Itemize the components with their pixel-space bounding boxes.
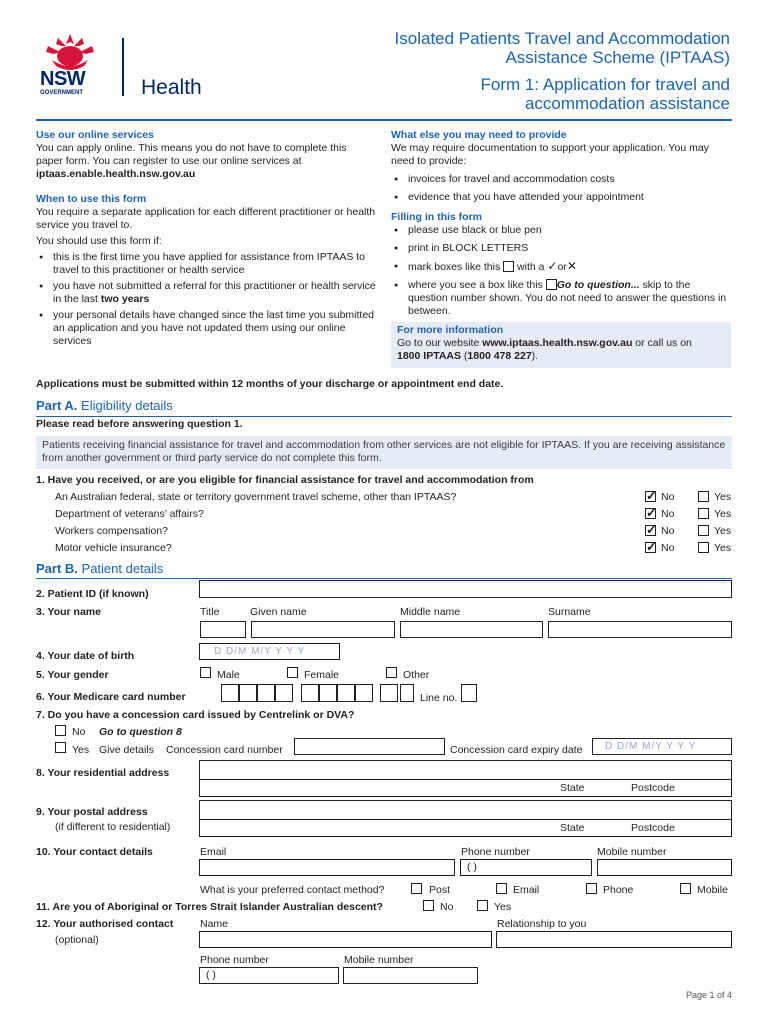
email-input[interactable] xyxy=(199,859,455,876)
atsi-yes-checkbox[interactable] xyxy=(477,900,488,911)
scheme-title xyxy=(395,29,730,67)
q1-1-yes-label: Yes xyxy=(714,491,732,503)
medicare-digit[interactable] xyxy=(400,684,414,702)
fill-b3b: with a xyxy=(517,261,545,273)
name-surname-label: Surname xyxy=(548,606,591,618)
online-heading: Use our online services xyxy=(36,129,154,141)
concession-no-checkbox[interactable] xyxy=(55,725,66,736)
phone-input[interactable] xyxy=(460,859,592,876)
gender-male-checkbox[interactable] xyxy=(200,667,211,678)
pref-email-checkbox[interactable] xyxy=(496,883,507,894)
more-text2: or call us on xyxy=(632,337,692,349)
q2-label: 2. Patient ID (if known) xyxy=(36,588,149,600)
gender-other-checkbox[interactable] xyxy=(386,667,397,678)
email-label: Email xyxy=(200,846,227,858)
line-no-input[interactable] xyxy=(461,684,477,702)
else-bullets xyxy=(391,173,731,204)
else-bullet-2: ● evidence that you have attended your appointment xyxy=(391,191,731,204)
part-a-info-text: Patients receiving financial assistance for travel and accommodation from other services are not eligible for IPTAAS. If you are receiving assistance from another government or third party service do not complete this form. xyxy=(42,439,726,464)
when-bullets xyxy=(36,251,376,348)
fill-bullet-3 xyxy=(391,260,731,274)
medicare-digit[interactable] xyxy=(319,684,337,702)
medicare-digit[interactable] xyxy=(275,684,293,702)
q12-sub: (optional) xyxy=(55,934,99,946)
concession-expiry-input[interactable] xyxy=(592,738,732,755)
more-phone: 1800 IPTAAS xyxy=(397,350,461,362)
scheme-title-line2: Assistance Scheme (IPTAAS) xyxy=(505,48,730,67)
more-info-box xyxy=(391,322,731,368)
contact-phone-input[interactable] xyxy=(199,967,339,984)
patient-id-input[interactable] xyxy=(199,580,732,598)
part-b-rule xyxy=(36,578,732,579)
post-postcode-label: Postcode xyxy=(631,822,675,834)
two-years: two years xyxy=(100,293,150,305)
when-text1: You require a separate application for each different practitioner or health service you travel to. xyxy=(36,206,376,231)
fill-bullet-2: ● print in BLOCK LETTERS xyxy=(391,242,731,255)
q1-4-yes-label: Yes xyxy=(714,542,732,554)
q10-label: 10. Your contact details xyxy=(36,846,153,858)
part-a-note: Please read before answering question 1. xyxy=(36,418,243,430)
given-name-input[interactable] xyxy=(251,621,395,638)
online-url[interactable]: iptaas.enable.health.nsw.gov.au xyxy=(36,168,196,180)
fill-bullet-1: ● please use black or blue pen xyxy=(391,224,731,237)
q8-label: 8. Your residential address xyxy=(36,767,170,779)
tick-icon: ✓ xyxy=(547,259,558,273)
middle-name-input[interactable] xyxy=(400,621,543,638)
deadline-note: Applications must be submitted within 12 months of your discharge or appointment end date. xyxy=(36,378,504,390)
q11-label: 11. Are you of Aboriginal or Torres Strait Islander Australian descent? xyxy=(36,901,383,913)
part-a-rule xyxy=(36,416,732,417)
name-given-label: Given name xyxy=(250,606,307,618)
q7-label: 7. Do you have a concession card issued by Centrelink or DVA? xyxy=(36,709,355,721)
form-title-line1: Form 1: Application for travel and xyxy=(480,75,730,94)
part-a-info xyxy=(36,436,732,469)
when-bullet-2 xyxy=(36,280,376,306)
fill-b4b: Go to question... xyxy=(556,279,640,291)
fill-b3a: mark boxes like this xyxy=(408,261,501,273)
contact-phone-label: Phone number xyxy=(200,954,269,966)
health-label: Health xyxy=(141,76,202,99)
concession-yes-checkbox[interactable] xyxy=(55,742,66,753)
post-state-label: State xyxy=(560,822,585,834)
q5-label: 5. Your gender xyxy=(36,669,109,681)
medicare-digit[interactable] xyxy=(221,684,239,702)
medicare-digit[interactable] xyxy=(337,684,355,702)
form-title xyxy=(481,75,730,113)
phone-label: Phone number xyxy=(461,846,530,858)
when-bullet-2-text: you have not submitted a referral for this practitioner or health service in the last xyxy=(53,280,376,305)
contact-mobile-label: Mobile number xyxy=(344,954,414,966)
q1-4-yes-checkbox[interactable] xyxy=(698,542,709,553)
res-state-label: State xyxy=(560,782,585,794)
concession-card-number-label: Concession card number xyxy=(166,744,283,756)
q1-4-no-label: No xyxy=(661,542,675,554)
nsw-logo xyxy=(34,30,106,100)
res-postcode-label: Postcode xyxy=(631,782,675,794)
part-b-label: Part B. xyxy=(36,561,78,576)
part-a-heading xyxy=(36,398,173,413)
atsi-no-checkbox[interactable] xyxy=(423,900,434,911)
atsi-no-label: No xyxy=(440,901,454,913)
name-title-label: Title xyxy=(200,606,220,618)
q1-3-yes-label: Yes xyxy=(714,525,732,537)
contact-name-label: Name xyxy=(200,918,229,930)
when-bullet-3: ● your personal details have changed since the last time you submitted an application and you have not updated them using our online services xyxy=(36,309,376,348)
q3-label: 3. Your name xyxy=(36,606,101,618)
line-no-label: Line no. xyxy=(420,692,458,704)
pref-phone-checkbox[interactable] xyxy=(586,883,597,894)
q1-1-no-checkbox[interactable] xyxy=(645,491,656,502)
part-a-label: Part A. xyxy=(36,398,78,413)
logo-sub: GOVERNMENT xyxy=(40,90,84,96)
example-checkbox-icon xyxy=(503,261,514,272)
waratah-icon xyxy=(40,30,100,70)
concession-give-details: Give details xyxy=(99,744,154,756)
medicare-digit[interactable] xyxy=(355,684,373,702)
q1-1-yes-checkbox[interactable] xyxy=(698,491,709,502)
else-bullet-1: ● invoices for travel and accommodation costs xyxy=(391,173,731,186)
q6-label: 6. Your Medicare card number xyxy=(36,691,186,703)
else-heading: What else you may need to provide xyxy=(391,129,567,141)
gender-male-label: Male xyxy=(217,669,240,681)
when-heading: When to use this form xyxy=(36,193,147,205)
medicare-digit[interactable] xyxy=(301,684,319,702)
scheme-title-line1: Isolated Patients Travel and Accommodation xyxy=(394,29,730,48)
medicare-digit[interactable] xyxy=(257,684,275,702)
address-divider xyxy=(200,779,731,780)
contact-rel-label: Relationship to you xyxy=(497,918,587,930)
q1-3-no-checkbox[interactable] xyxy=(645,525,656,536)
else-text: We may require documentation to support your application. You may need to provide: xyxy=(391,142,709,167)
filling-heading: Filling in this form xyxy=(391,211,482,223)
residential-address-input[interactable] xyxy=(199,760,732,797)
phone-paren: ( ) xyxy=(467,861,477,873)
q12-label: 12. Your authorised contact xyxy=(36,918,174,930)
goto-box-icon xyxy=(546,279,557,290)
cross-icon: ✕ xyxy=(566,259,577,273)
q1-item-1: An Australian federal, state or territory government travel scheme, other than IPTAAS? xyxy=(55,491,457,503)
fill-bullet-4 xyxy=(391,279,731,318)
contact-name-input[interactable] xyxy=(199,931,492,948)
more-url[interactable]: www.iptaas.health.nsw.gov.au xyxy=(482,337,633,349)
concession-card-number-input[interactable] xyxy=(294,738,445,755)
pref-post-label: Post xyxy=(429,884,451,896)
fill-b4c: skip to the question number shown. You do not need to answer the questions in between. xyxy=(408,279,727,317)
fill-b4a: where you see a box like this xyxy=(408,279,543,291)
q1-2-yes-label: Yes xyxy=(714,508,732,520)
more-line2: 1800 IPTAAS (1800 478 227). xyxy=(397,350,539,362)
concession-goto: Go to question 8 xyxy=(99,726,182,738)
online-text: You can apply online. This means you do not have to complete this paper form. You can register to use our online services at xyxy=(36,142,347,167)
title-input[interactable] xyxy=(200,621,246,638)
concession-expiry-label: Concession card expiry date xyxy=(450,744,583,756)
medicare-digit[interactable] xyxy=(380,684,398,702)
dob-placeholder: D D/M M/Y Y Y Y xyxy=(214,646,306,657)
postal-address-input[interactable] xyxy=(199,800,732,837)
page-number: Page 1 of 4 xyxy=(685,990,732,1000)
q1-item-2: Department of veterans’ affairs? xyxy=(55,508,204,520)
gender-female-checkbox[interactable] xyxy=(287,667,298,678)
header-rule xyxy=(36,119,732,121)
logo-text: NSW xyxy=(40,68,86,90)
pref-mobile-checkbox[interactable] xyxy=(680,883,691,894)
q4-label: 4. Your date of birth xyxy=(36,650,135,662)
q1-3-yes-checkbox[interactable] xyxy=(698,525,709,536)
pref-email-label: Email xyxy=(513,884,540,896)
pref-post-checkbox[interactable] xyxy=(411,883,422,894)
q1-item-4: Motor vehicle insurance? xyxy=(55,542,172,554)
q1-1-no-label: No xyxy=(661,491,675,503)
pref-phone-label: Phone xyxy=(603,884,634,896)
logo-divider xyxy=(122,38,124,96)
q1-text: 1. Have you received, or are you eligible for financial assistance for travel and accommodation from xyxy=(36,474,534,486)
expiry-placeholder: D D/M M/Y Y Y Y xyxy=(605,741,697,752)
part-a-title: Eligibility details xyxy=(81,398,173,413)
q1-4-no-checkbox[interactable] xyxy=(645,542,656,553)
fill-b3c: or xyxy=(557,261,567,273)
more-heading: For more information xyxy=(397,324,504,336)
pref-mobile-label: Mobile xyxy=(697,884,728,896)
dob-input[interactable] xyxy=(199,643,340,660)
when-text2: You should use this form if: xyxy=(36,235,162,247)
part-b-title: Patient details xyxy=(81,561,164,576)
q1-item-3: Workers compensation? xyxy=(55,525,169,537)
when-bullet-1: ● this is the first time you have applied for assistance from IPTAAS to travel to this practitioner or health service xyxy=(36,251,376,277)
q1-3-no-label: No xyxy=(661,525,675,537)
gender-female-label: Female xyxy=(304,669,340,681)
part-b-heading xyxy=(36,561,163,576)
contact-mobile-input[interactable] xyxy=(343,967,478,984)
concession-no-label: No xyxy=(72,726,86,738)
form-title-line2: accommodation assistance xyxy=(524,94,730,113)
intro-right xyxy=(391,129,731,321)
more-text1: Go to our website xyxy=(397,337,483,349)
name-middle-label: Middle name xyxy=(400,606,461,618)
q1-2-no-label: No xyxy=(661,508,675,520)
q9-sub: (if different to residential) xyxy=(55,821,171,833)
surname-input[interactable] xyxy=(548,621,732,638)
mobile-input[interactable] xyxy=(597,859,732,876)
intro-left xyxy=(36,129,376,351)
more-phone-num: 1800 478 227 xyxy=(467,350,532,362)
medicare-digit[interactable] xyxy=(239,684,257,702)
filling-bullets xyxy=(391,224,731,318)
concession-yes-label: Yes xyxy=(72,744,90,756)
atsi-yes-label: Yes xyxy=(494,901,512,913)
mobile-label: Mobile number xyxy=(597,846,667,858)
contact-phone-paren: ( ) xyxy=(206,969,216,981)
q1-2-yes-checkbox[interactable] xyxy=(698,508,709,519)
more-line1 xyxy=(397,337,725,350)
contact-rel-input[interactable] xyxy=(496,931,732,948)
q1-2-no-checkbox[interactable] xyxy=(645,508,656,519)
gender-other-label: Other xyxy=(403,669,430,681)
pref-method-label: What is your preferred contact method? xyxy=(200,884,385,896)
q9-label: 9. Your postal address xyxy=(36,806,148,818)
address-divider xyxy=(200,819,731,820)
